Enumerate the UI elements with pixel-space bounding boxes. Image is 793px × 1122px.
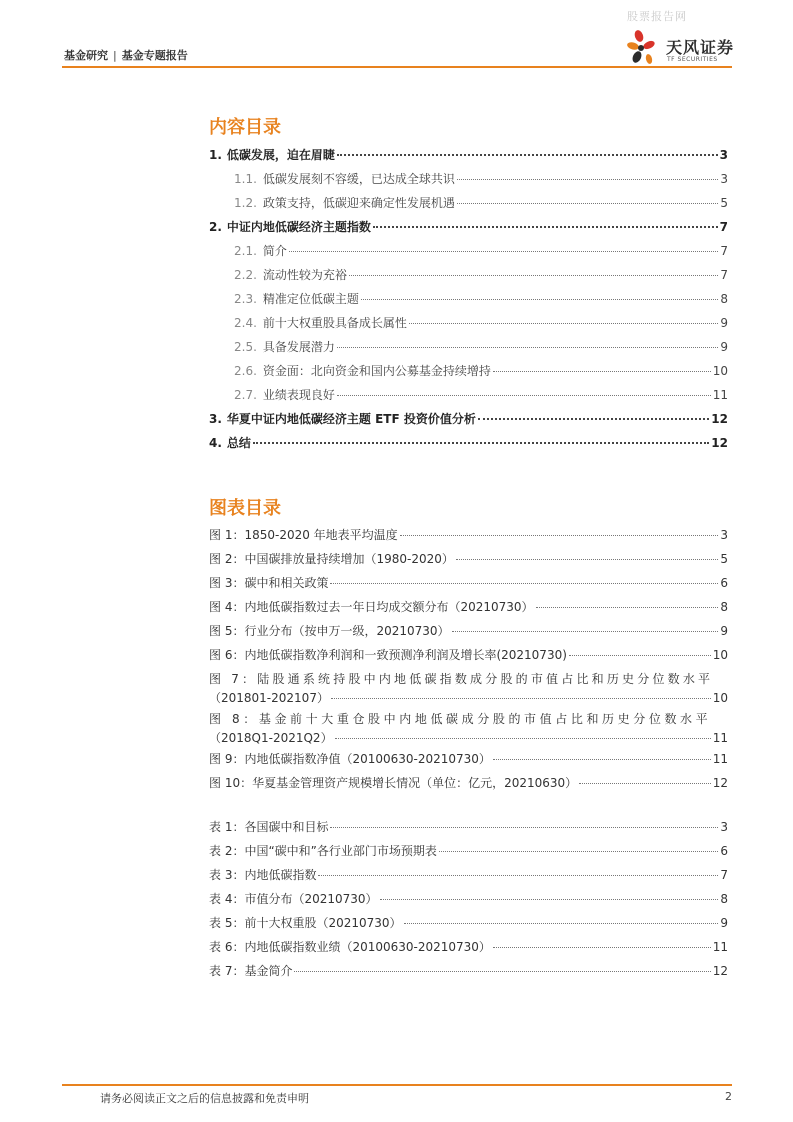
toc-entry[interactable] bbox=[234, 242, 728, 259]
figure-entry[interactable] bbox=[209, 710, 728, 746]
figure-entry[interactable] bbox=[209, 774, 728, 791]
figure-entry-page: 8 bbox=[720, 600, 728, 614]
toc-entry[interactable] bbox=[234, 290, 728, 307]
figure-entry-page: 11 bbox=[712, 731, 728, 745]
toc-entry[interactable] bbox=[234, 266, 728, 283]
toc-entry-page: 5 bbox=[720, 196, 728, 210]
toc-entry-number: 4. bbox=[209, 436, 222, 450]
figure-entry-title: 图 4：内地低碳指数过去一年日均成交额分布（20210730） bbox=[209, 600, 534, 614]
table-entry-title: 表 5：前十大权重股（20210730） bbox=[209, 916, 402, 930]
toc-entry-number: 1.1. bbox=[234, 172, 257, 186]
toc-entry[interactable] bbox=[234, 362, 728, 379]
header-category: 基金研究 bbox=[64, 49, 108, 62]
figure-entry-title: 图 1：1850-2020 年地表平均温度 bbox=[209, 528, 398, 542]
toc-entry-title: 具备发展潜力 bbox=[262, 340, 335, 354]
table-entry-title: 表 1：各国碳中和目标 bbox=[209, 820, 329, 834]
dot-leader bbox=[493, 759, 711, 760]
logo-flower-icon bbox=[625, 28, 665, 68]
toc-entry-title: 资金面：北向资金和国内公募基金持续增持 bbox=[262, 364, 491, 378]
toc-entry-number: 1.2. bbox=[234, 196, 257, 210]
dot-leader bbox=[380, 899, 719, 900]
figure-entry[interactable] bbox=[209, 670, 728, 706]
toc-entry[interactable] bbox=[209, 410, 728, 427]
toc-entry-title: 总结 bbox=[226, 436, 251, 450]
dot-leader bbox=[457, 179, 718, 180]
toc-entry[interactable] bbox=[209, 434, 728, 451]
figure-entry-line1 bbox=[209, 670, 728, 687]
toc-entry-page: 9 bbox=[720, 340, 728, 354]
header-subcategory: 基金专题报告 bbox=[121, 49, 188, 62]
dot-leader bbox=[318, 875, 718, 876]
figure-entry-page: 10 bbox=[712, 691, 728, 705]
dot-leader bbox=[452, 631, 719, 632]
toc-entry-number: 2.1. bbox=[234, 244, 257, 258]
dot-leader bbox=[404, 923, 719, 924]
figure-entry[interactable] bbox=[209, 598, 728, 615]
toc-entry-number: 2.4. bbox=[234, 316, 257, 330]
table-entry-title: 表 3：内地低碳指数 bbox=[209, 868, 317, 882]
logo-subtitle: TF SECURITIES bbox=[667, 56, 718, 63]
toc-entry[interactable] bbox=[234, 314, 728, 331]
dot-leader bbox=[335, 738, 711, 739]
figure-entry-title: 图 10：华夏基金管理资产规模增长情况（单位：亿元，20210630） bbox=[209, 776, 578, 790]
toc-entry[interactable] bbox=[234, 194, 728, 211]
table-entry-title: 表 4：市值分布（20210730） bbox=[209, 892, 378, 906]
table-entry[interactable] bbox=[209, 962, 728, 979]
table-entry-page: 7 bbox=[720, 868, 728, 882]
figure-entry-title: 图 8：基金前十大重仓股中内地低碳成分股的市值占比和历史分位数水平 bbox=[209, 712, 712, 726]
figure-entry-title: 图 2：中国碳排放量持续增加（1980-2020） bbox=[209, 552, 454, 566]
dot-leader bbox=[337, 154, 718, 156]
toc-entry-title: 流动性较为充裕 bbox=[262, 268, 347, 282]
dot-leader bbox=[409, 323, 718, 324]
table-entry[interactable] bbox=[209, 842, 728, 859]
toc-entry-number: 3. bbox=[209, 412, 222, 426]
toc-entry-title: 低碳发展，迫在眉睫 bbox=[226, 148, 335, 162]
figure-entry-title: 图 9：内地低碳指数净值（20100630-20210730） bbox=[209, 752, 491, 766]
figure-entry-title: 图 3：碳中和相关政策 bbox=[209, 576, 329, 590]
table-entry-page: 12 bbox=[712, 964, 728, 978]
toc-entry-title: 简介 bbox=[262, 244, 287, 258]
dot-leader bbox=[457, 203, 718, 204]
figure-entry-line1 bbox=[209, 710, 728, 727]
disclaimer-note: 请务必阅读正文之后的信息披露和免责申明 bbox=[100, 1092, 309, 1105]
toc-entry-title: 前十大权重股具备成长属性 bbox=[262, 316, 407, 330]
dot-leader bbox=[493, 371, 711, 372]
dot-leader bbox=[400, 535, 719, 536]
table-entry-page: 11 bbox=[712, 940, 728, 954]
toc-entry-page: 10 bbox=[712, 364, 728, 378]
dot-leader bbox=[536, 607, 719, 608]
table-entry-title: 表 2：中国“碳中和”各行业部门市场预期表 bbox=[209, 844, 437, 858]
toc-entry-title: 政策支持，低碳迎来确定性发展机遇 bbox=[262, 196, 455, 210]
figure-entry[interactable] bbox=[209, 750, 728, 767]
table-entry-page: 8 bbox=[720, 892, 728, 906]
figure-entry-title: 图 6：内地低碳指数净利润和一致预测净利润及增长率(20210730) bbox=[209, 648, 567, 662]
toc-entry-title: 华夏中证内地低碳经济主题 ETF 投资价值分析 bbox=[226, 412, 476, 426]
toc-entry[interactable] bbox=[234, 386, 728, 403]
figure-entry[interactable] bbox=[209, 526, 728, 543]
toc-title: 内容目录 bbox=[209, 117, 281, 138]
figure-entry-title: 图 5：行业分布（按申万一级，20210730） bbox=[209, 624, 450, 638]
figure-entry[interactable] bbox=[209, 622, 728, 639]
table-entry[interactable] bbox=[209, 938, 728, 955]
figure-entry[interactable] bbox=[209, 550, 728, 567]
table-entry[interactable] bbox=[209, 914, 728, 931]
toc-entry-number: 2. bbox=[209, 220, 222, 234]
dot-leader bbox=[349, 275, 718, 276]
logo-name: 天风证券 bbox=[666, 38, 735, 57]
toc-entry-number: 2.5. bbox=[234, 340, 257, 354]
toc-entry-page: 11 bbox=[712, 388, 728, 402]
dot-leader bbox=[289, 251, 718, 252]
figure-entry-page: 9 bbox=[720, 624, 728, 638]
toc-entry-number: 1. bbox=[209, 148, 222, 162]
toc-entry[interactable] bbox=[234, 170, 728, 187]
dot-leader bbox=[361, 299, 718, 300]
figure-entry[interactable] bbox=[209, 574, 728, 591]
dot-leader bbox=[337, 395, 711, 396]
figure-entry-title: 图 7：陆股通系统持股中内地低碳指数成分股的市值占比和历史分位数水平 bbox=[209, 672, 714, 686]
table-entry[interactable] bbox=[209, 818, 728, 835]
dot-leader bbox=[337, 347, 718, 348]
figures-title: 图表目录 bbox=[209, 498, 281, 519]
toc-entry-number: 2.7. bbox=[234, 388, 257, 402]
toc-entry-title: 中证内地低碳经济主题指数 bbox=[226, 220, 371, 234]
dot-leader bbox=[456, 559, 719, 560]
header-separator: | bbox=[113, 49, 117, 62]
toc-entry-title: 精准定位低碳主题 bbox=[262, 292, 359, 306]
dot-leader bbox=[579, 783, 711, 784]
toc-entry-page: 3 bbox=[719, 148, 728, 162]
figure-entry-page: 6 bbox=[720, 576, 728, 590]
page-number: 2 bbox=[725, 1090, 732, 1103]
toc-entry-page: 8 bbox=[720, 292, 728, 306]
toc-entry-number: 2.2. bbox=[234, 268, 257, 282]
toc-entry-page: 9 bbox=[720, 316, 728, 330]
figure-entry-line2 bbox=[209, 689, 728, 706]
toc-entry-page: 7 bbox=[719, 220, 728, 234]
dot-leader bbox=[330, 827, 718, 828]
toc-entry-number: 2.6. bbox=[234, 364, 257, 378]
toc-entry-number: 2.3. bbox=[234, 292, 257, 306]
table-entry[interactable] bbox=[209, 866, 728, 883]
table-entry-page: 3 bbox=[720, 820, 728, 834]
figure-entry-page: 12 bbox=[712, 776, 728, 790]
figure-entry-title-cont: （201801-202107） bbox=[209, 691, 329, 705]
dot-leader bbox=[439, 851, 718, 852]
toc-entry-title: 业绩表现良好 bbox=[262, 388, 335, 402]
figure-entry[interactable] bbox=[209, 646, 728, 663]
figure-entry-page: 11 bbox=[712, 752, 728, 766]
header-divider bbox=[62, 66, 732, 68]
dot-leader bbox=[330, 583, 718, 584]
figure-entry-page: 3 bbox=[720, 528, 728, 542]
figure-entry-line2 bbox=[209, 729, 728, 746]
table-entry-title: 表 6：内地低碳指数业绩（20100630-20210730） bbox=[209, 940, 491, 954]
header-breadcrumb bbox=[64, 47, 188, 63]
dot-leader bbox=[331, 698, 711, 699]
figure-entry-page: 10 bbox=[712, 648, 728, 662]
toc-entry[interactable] bbox=[209, 146, 728, 163]
toc-entry[interactable] bbox=[234, 338, 728, 355]
toc-entry-page: 12 bbox=[711, 412, 728, 426]
toc-entry-title: 低碳发展刻不容缓，已达成全球共识 bbox=[262, 172, 455, 186]
table-entry-page: 9 bbox=[720, 916, 728, 930]
table-entry-title: 表 7：基金简介 bbox=[209, 964, 293, 978]
dot-leader bbox=[294, 971, 710, 972]
table-entry-page: 6 bbox=[720, 844, 728, 858]
dot-leader bbox=[478, 418, 709, 420]
figure-entry-title-cont: （2018Q1-2021Q2） bbox=[209, 731, 333, 745]
toc-entry[interactable] bbox=[209, 218, 728, 235]
company-logo bbox=[625, 28, 735, 68]
dot-leader bbox=[373, 226, 718, 228]
toc-entry-page: 3 bbox=[720, 172, 728, 186]
watermark-text: 股票报告网 bbox=[627, 10, 687, 23]
figure-entry-page: 5 bbox=[720, 552, 728, 566]
footer-divider bbox=[62, 1084, 732, 1086]
toc-entry-page: 12 bbox=[711, 436, 728, 450]
dot-leader bbox=[253, 442, 709, 444]
table-entry[interactable] bbox=[209, 890, 728, 907]
dot-leader bbox=[569, 655, 711, 656]
dot-leader bbox=[493, 947, 711, 948]
toc-entry-page: 7 bbox=[720, 244, 728, 258]
toc-entry-page: 7 bbox=[720, 268, 728, 282]
